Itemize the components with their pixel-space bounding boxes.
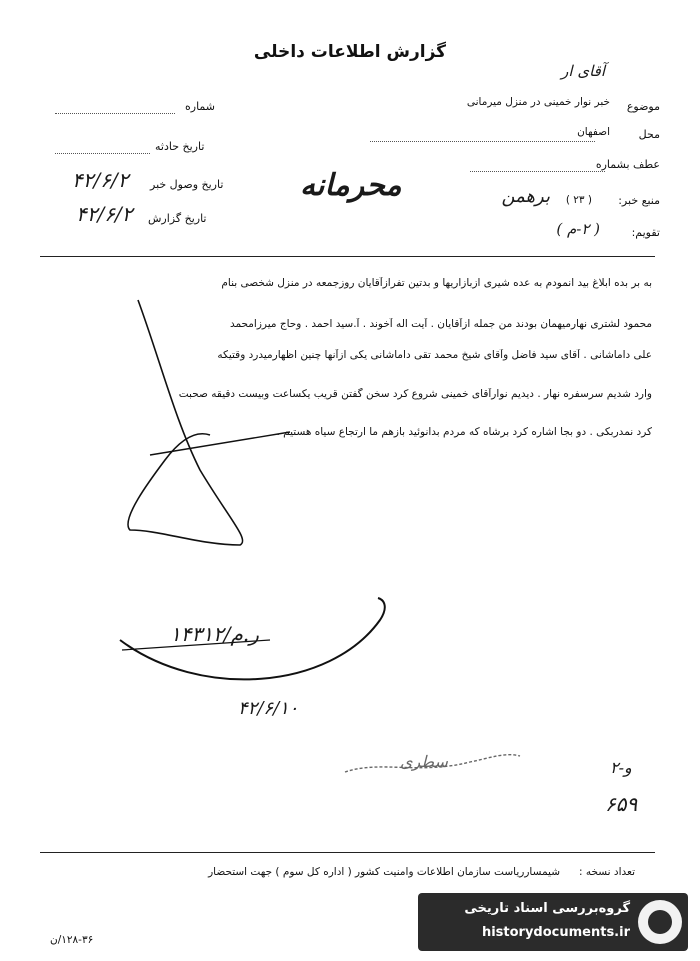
watermark-url: historydocuments.ir [481, 925, 630, 940]
logo-icon [638, 900, 682, 944]
body-line-1: به بر بده ابلاغ بید انمودم به عده شیری ازبازاریها و بدتین تفرازآقایان روزجمعه در منزل شخصی بنام [221, 277, 652, 289]
footer-separator [40, 852, 655, 853]
signature-loop-stroke [128, 300, 243, 545]
copies-text: شیمسارریاست سازمان اطلاعات وامنیت کشور ( اداره کل سوم ) جهت استحضار [208, 866, 560, 878]
source-code: ( ۲۳ ) [565, 194, 592, 206]
source-label: منبع خبر: [618, 194, 660, 207]
place-label: محل [638, 128, 660, 141]
subject-label: موضوع [626, 100, 660, 113]
ref-label: عطف بشماره [595, 158, 660, 171]
received-date-label: تاریخ وصول خبر [150, 178, 224, 191]
signature-cross-stroke [150, 432, 290, 455]
page-title: گزارش اطلاعات داخلی [253, 42, 447, 62]
top-handwritten-note: آقای ار [561, 62, 605, 80]
copies-label: تعداد نسخه : [578, 866, 635, 878]
received-date-value: ۴۲/۶/۲ [72, 168, 129, 192]
watermark-fa: گروه‌بررسی اسناد تاریخی [464, 901, 630, 916]
number-label: شماره [185, 100, 216, 113]
evaluation-label: تقویم: [631, 226, 660, 239]
source-name-handwritten: برهمن [501, 186, 550, 207]
body-line-3: علی داماشانی . آقای سید فاضل وآقای شیخ محمد تقی داماشانی یکی ازآنها چنین اظهارمیدرد وقتیکه [217, 349, 652, 361]
evaluation-value: ( ۲-م ) [556, 220, 600, 238]
initials-handwritten: سطری [400, 752, 448, 771]
ref-date-handwritten: ۴۲/۶/۱۰ [238, 698, 299, 719]
incident-date-label: تاریخ حادثه [155, 140, 205, 153]
body-line-5: کرد نمدربکی . دو بجا اشاره کرد برشاه که مردم بدانوئید بازهم ما ارتجاع سیاه هستیم . [276, 426, 652, 438]
subject-value: خبر نوار خمینی در منزل میرمانی [466, 96, 610, 108]
report-date-value: ۴۲/۶/۲ [76, 202, 133, 226]
watermark [418, 893, 688, 951]
confidential-stamp-handwritten: محرمانه [300, 168, 402, 203]
ref-number-handwritten: ۱۴۳۱۲/ر.م [170, 622, 259, 646]
report-date-label: تاریخ گزارش [148, 212, 207, 225]
body-line-4: وارد شدیم سرسفره نهار . دیدیم نوارآقای خمینی شروع کرد سخن گفتن قریب یکساعت وبیست دقیقه صحبت [178, 388, 652, 400]
form-number: ۱۲۸-۳۶/ن [50, 934, 94, 946]
body-line-2: محمود لشتری نهارمیهمان بودند من جمله ازآقایان . آیت اله آخوند . آ.سید احمد . وحاج میرزامحمد [229, 318, 652, 330]
code-2-handwritten: ۶۵۹ [605, 792, 638, 816]
place-value: اصفهان [577, 126, 610, 138]
code-1-handwritten: ۲-و [610, 758, 632, 777]
